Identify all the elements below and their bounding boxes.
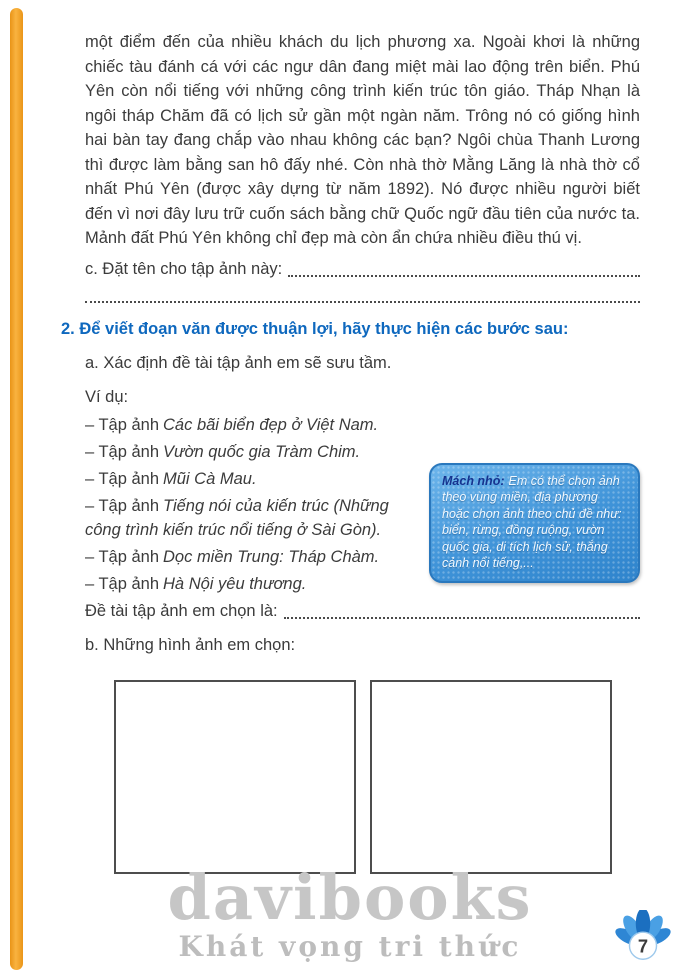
hint-box — [429, 463, 640, 583]
step-a-label: a. Xác định đề tài tập ảnh em sẽ sưu tầm. — [85, 353, 392, 372]
list-item-prefix: – Tập ảnh — [85, 574, 160, 593]
list-item-title: Dọc miền Trung: Tháp Chàm. — [163, 547, 380, 566]
item-c-dotted-blank — [288, 257, 640, 277]
list-item-prefix: – Tập ảnh — [85, 496, 160, 515]
photo-placeholder-right — [370, 680, 612, 874]
hint-box-label: Mách nhỏ: — [442, 473, 505, 488]
page-content — [61, 30, 640, 874]
hint-box-text: Em có thể chọn ảnh theo vùng miền, địa phương hoặc chọn ảnh theo chủ đề như: biển, rừng, đồng ruộng, vườn quốc gia, di tích lịch sử, thắng cảnh nổi tiếng,... — [442, 473, 622, 570]
topic-dotted-blank — [284, 599, 640, 619]
list-item-prefix: – Tập ảnh — [85, 547, 160, 566]
examples-list — [85, 413, 640, 596]
list-item — [85, 440, 640, 464]
list-item-prefix: – Tập ảnh — [85, 469, 160, 488]
list-item — [85, 413, 640, 437]
step-b-label: b. Những hình ảnh em chọn: — [85, 635, 296, 654]
lotus-flower-icon — [614, 910, 672, 966]
list-item-prefix: – Tập ảnh — [85, 415, 160, 434]
topic-line — [85, 599, 640, 624]
list-item — [85, 545, 412, 569]
watermark — [0, 861, 700, 964]
list-item-title: Vườn quốc gia Tràm Chim. — [163, 442, 361, 461]
spine-strip — [10, 8, 23, 970]
page-number: 7 — [637, 935, 649, 957]
topic-label: Đề tài tập ảnh em chọn là: — [85, 601, 278, 620]
list-item-title: Mũi Cà Mau. — [163, 469, 257, 488]
dotted-blank-line — [85, 282, 640, 303]
photo-placeholder-row — [85, 680, 640, 874]
list-item — [85, 572, 412, 596]
intro-paragraph: một điểm đến của nhiều khách du lịch phương xa. Ngoài khơi là những chiếc tàu đánh cá với các ngư dân đang miệt mài lao động trên biển. Phú Yên còn nổi tiếng với những công trình kiến trúc tôn giáo. Tháp Nhạn là ngôi tháp Chăm đã có lịch sử gần một ngàn năm. Trông nó có giống hình hai bàn tay đang chắp vào nhau không các bạn? Ngôi chùa Thanh Lương thì được làm bằng san hô đấy nhé. Còn nhà thờ Mằng Lăng là nhà thờ cổ nhất Phú Yên (được xây dựng từ năm 1892). Nó được nhiều người biết đến vì nơi đây lưu trữ cuốn sách bằng chữ Quốc ngữ đầu tiên của nước ta. Mảnh đất Phú Yên không chỉ đẹp mà còn ẩn chứa nhiều điều thú vị. — [85, 33, 640, 247]
watermark-slogan: Khát vọng tri thức — [178, 930, 522, 963]
example-label: Ví dụ: — [85, 387, 129, 406]
section-2-title: 2. Để viết đoạn văn được thuận lợi, hãy thực hiện các bước sau: — [61, 319, 569, 338]
list-item-prefix: – Tập ảnh — [85, 442, 160, 461]
list-item — [85, 494, 412, 542]
photo-placeholder-left — [114, 680, 356, 874]
list-item-title: Hà Nội yêu thương. — [163, 574, 307, 593]
item-c-label: c. Đặt tên cho tập ảnh này: — [85, 259, 283, 278]
item-c-line — [85, 257, 640, 282]
list-item-title: Tiếng nói của kiến trúc (Những công trình kiến trúc nổi tiếng ở Sài Gòn). — [85, 496, 389, 539]
watermark-brand: davibooks — [167, 861, 533, 934]
list-item-title: Các bãi biển đẹp ở Việt Nam. — [163, 415, 379, 434]
